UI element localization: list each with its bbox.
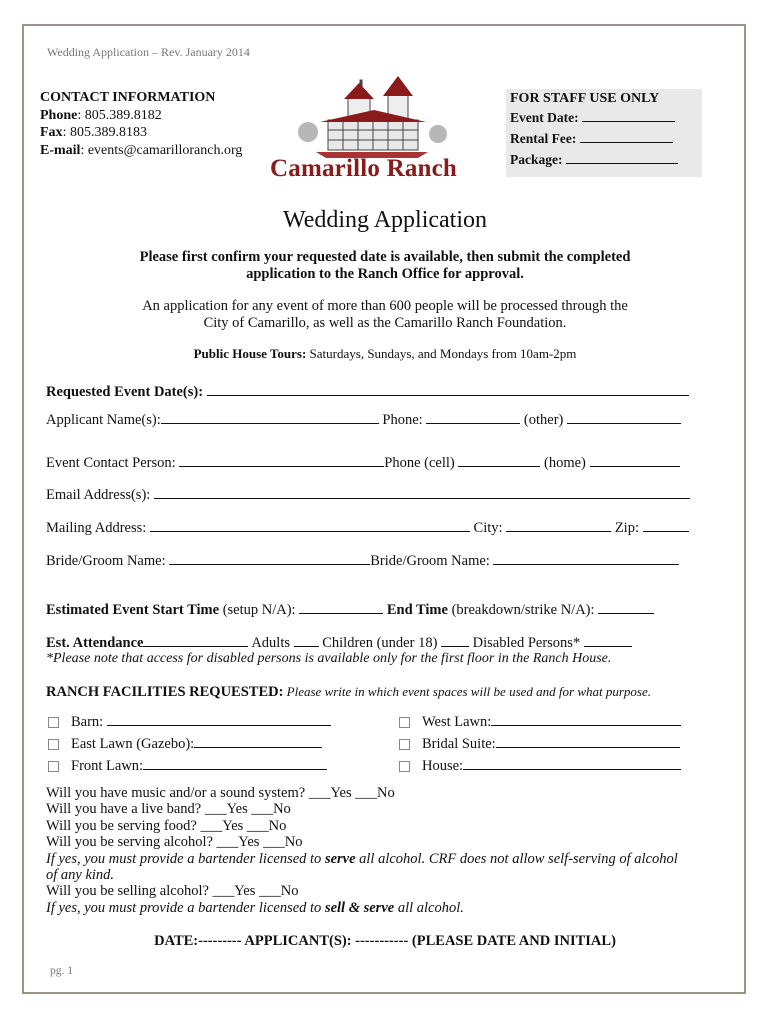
attendance-field[interactable] — [143, 634, 248, 647]
house-checkbox[interactable] — [399, 761, 410, 772]
bride-groom-2-field[interactable] — [493, 552, 679, 565]
home-phone-field[interactable] — [590, 454, 680, 467]
contact-email: E-mail: events@camarilloranch.org — [40, 142, 243, 158]
bartender-note-2: If yes, you must provide a bartender licensed to sell & serve all alcohol. — [46, 899, 464, 916]
question-alcohol: Will you be serving alcohol? ___Yes ___No — [46, 834, 303, 851]
staff-event-date: Event Date: — [510, 107, 702, 128]
staff-title: FOR STAFF USE ONLY — [510, 91, 660, 106]
facility-east-lawn: East Lawn (Gazebo): — [48, 735, 322, 753]
contact-title: CONTACT INFORMATION — [40, 90, 216, 105]
disabled-note: *Please note that access for disabled persons is available only for the first floor in the Ranch House. — [46, 651, 612, 666]
end-time-field[interactable] — [598, 601, 654, 614]
phone-field[interactable] — [426, 411, 520, 424]
other-phone-field[interactable] — [567, 411, 681, 424]
applicant-row: Applicant Name(s): Phone: (other) — [46, 411, 681, 429]
east-lawn-field[interactable] — [194, 735, 322, 748]
zip-field[interactable] — [643, 519, 689, 532]
page-title: Wedding Application — [282, 207, 488, 233]
facility-bridal-suite: Bridal Suite: — [399, 735, 680, 753]
intro-large-events: An application for any event of more than 600 people will be processed through the City of Camarillo, as well as the Camarillo Ranch Foundation. — [142, 298, 628, 331]
intro-confirm: Please first confirm your requested date is available, then submit the completed application to the Ranch Office for approval. — [139, 249, 631, 282]
contact-fax: Fax: 805.389.8183 — [40, 125, 147, 140]
question-music: Will you have music and/or a sound system? ___Yes ___No — [46, 785, 395, 801]
disabled-field[interactable] — [584, 634, 632, 647]
facility-west-lawn: West Lawn: — [399, 713, 681, 731]
barn-checkbox[interactable] — [48, 717, 59, 728]
date-initial-line: DATE:--------- APPLICANT(S): ----------- (PLEASE DATE AND INITIAL) — [154, 933, 616, 949]
bride-groom-1-field[interactable] — [169, 552, 370, 565]
west-lawn-checkbox[interactable] — [399, 717, 410, 728]
children-field[interactable] — [441, 634, 469, 647]
event-contact-field[interactable] — [179, 454, 384, 467]
question-band: Will you have a live band? ___Yes ___No — [46, 801, 291, 818]
mailing-address-field[interactable] — [150, 519, 470, 532]
email-row: Email Address(s): — [46, 486, 690, 504]
attendance-row: Est. Attendance Adults Children (under 18) Disabled Persons* — [46, 634, 632, 652]
house-field[interactable] — [463, 757, 681, 770]
contact-info — [40, 89, 242, 159]
facilities-heading: RANCH FACILITIES REQUESTED: Please write in which event spaces will be used and for what purpose. — [46, 684, 651, 700]
question-selling: Will you be selling alcohol? ___Yes ___No — [46, 883, 299, 900]
question-food: Will you be serving food? ___Yes ___No — [46, 817, 287, 834]
bridal-suite-checkbox[interactable] — [399, 739, 410, 750]
staff-package: Package: — [510, 149, 702, 170]
bartender-note-1b: of any kind. — [46, 867, 115, 884]
bartender-note-1: If yes, you must provide a bartender licensed to serve all alcohol. CRF does not allow self-serving of alcohol — [46, 850, 678, 867]
applicant-name-field[interactable] — [161, 411, 379, 424]
event-time-row: Estimated Event Start Time (setup N/A): End Time (breakdown/strike N/A): — [46, 601, 654, 619]
barn-field[interactable] — [107, 713, 331, 726]
front-lawn-checkbox[interactable] — [48, 761, 59, 772]
staff-use-box — [506, 89, 702, 177]
page-number: pg. 1 — [50, 965, 73, 977]
facility-house: House: — [399, 757, 681, 775]
phone-cell-field[interactable] — [458, 454, 540, 467]
revision-note: Wedding Application – Rev. January 2014 — [47, 45, 250, 59]
logo-text: Camarillo Ranch — [270, 155, 458, 182]
east-lawn-checkbox[interactable] — [48, 739, 59, 750]
facility-front-lawn: Front Lawn: — [48, 757, 327, 775]
bridal-suite-field[interactable] — [496, 735, 680, 748]
staff-rental-fee: Rental Fee: — [510, 128, 702, 149]
email-field[interactable] — [154, 486, 690, 499]
camarillo-ranch-logo — [268, 72, 498, 187]
front-lawn-field[interactable] — [143, 757, 327, 770]
requested-date-field[interactable] — [207, 383, 689, 396]
city-field[interactable] — [506, 519, 611, 532]
mailing-row: Mailing Address: City: Zip: — [46, 519, 689, 537]
contact-phone: Phone: 805.389.8182 — [40, 107, 162, 123]
event-contact-row: Event Contact Person: Phone (cell) (home) — [46, 454, 680, 472]
west-lawn-field[interactable] — [491, 713, 681, 726]
facility-barn: Barn: — [48, 713, 331, 731]
questions-block — [46, 785, 678, 916]
requested-date-row: Requested Event Date(s): — [46, 383, 689, 401]
public-house-tours: Public House Tours: Saturdays, Sundays, and Mondays from 10am-2pm — [193, 346, 577, 361]
bride-groom-row: Bride/Groom Name: Bride/Groom Name: — [46, 552, 679, 570]
adults-field[interactable] — [294, 634, 319, 647]
start-time-field[interactable] — [299, 601, 383, 614]
